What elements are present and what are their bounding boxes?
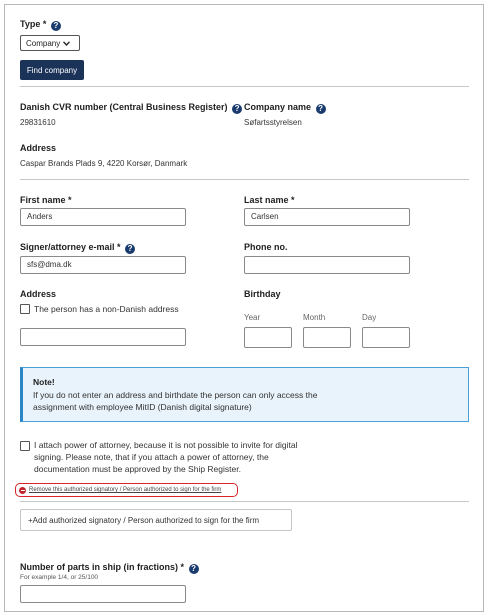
power-of-attorney-checkbox[interactable] (20, 441, 30, 451)
email-label-text: Signer/attorney e-mail (20, 242, 115, 252)
parts-label (20, 562, 199, 574)
chevron-down-icon (63, 41, 70, 46)
power-of-attorney-line-1: I attach power of attorney, because it is not possible to invite for digital (34, 440, 298, 450)
help-icon[interactable]: ? (189, 564, 199, 574)
find-company-button[interactable] (20, 60, 84, 80)
first-name-input[interactable]: Anders (20, 208, 186, 226)
email-input[interactable]: sfs@dma.dk (20, 256, 186, 274)
company-address-value: Caspar Brands Plads 9, 4220 Korsør, Danmark (20, 159, 188, 168)
note-line-1: If you do not enter an address and birthdate the person can only access the (33, 390, 318, 400)
power-of-attorney-line-3: documentation must be approved by the Ship Register. (34, 464, 241, 474)
last-name-label-text: Last name (244, 195, 289, 205)
company-address-label: Address (20, 143, 57, 153)
last-name-label (244, 195, 295, 205)
birthday-label: Birthday (244, 289, 281, 299)
year-label: Year (244, 313, 261, 322)
required-mark: * (180, 562, 185, 572)
divider (20, 501, 469, 502)
help-icon[interactable]: ? (232, 104, 242, 114)
last-name-input[interactable]: Carlsen (244, 208, 410, 226)
add-signatory-label: +Add authorized signatory / Person authorized to sign for the firm (28, 515, 260, 525)
help-icon[interactable]: ? (125, 244, 135, 254)
help-icon[interactable]: ? (51, 21, 61, 31)
required-mark: * (42, 19, 47, 29)
person-address-label: Address (20, 289, 57, 299)
note-title: Note! (33, 377, 55, 387)
non-danish-address-checkbox[interactable] (20, 304, 30, 314)
company-name-value: Søfartsstyrelsen (244, 118, 302, 127)
required-mark: * (117, 242, 121, 252)
type-label-text: Type (20, 19, 41, 29)
phone-input[interactable] (244, 256, 410, 274)
type-select[interactable] (20, 35, 80, 51)
note-line-2: assignment with employee MitID (Danish digital signature) (33, 402, 252, 412)
type-select-value: Company (26, 38, 61, 48)
required-mark: * (291, 195, 295, 205)
note-box (20, 367, 469, 422)
help-icon[interactable]: ? (316, 104, 326, 114)
non-danish-address-label: The person has a non-Danish address (34, 304, 179, 314)
first-name-label (20, 195, 72, 205)
month-label: Month (303, 313, 326, 322)
birthday-day-input[interactable] (362, 327, 410, 348)
divider (20, 86, 469, 87)
form-page (4, 4, 484, 612)
divider (20, 179, 469, 180)
first-name-label-text: First name (20, 195, 66, 205)
parts-label-text: Number of parts in ship (in fractions) (20, 562, 179, 572)
minus-circle-icon (19, 487, 26, 494)
add-signatory-button[interactable] (20, 509, 292, 531)
email-label (20, 242, 135, 254)
parts-hint: For example 1/4, or 25/100 (20, 574, 99, 581)
required-mark: * (68, 195, 72, 205)
find-company-label: Find company (26, 65, 78, 75)
cvr-value: 29831610 (20, 118, 56, 127)
phone-label: Phone no. (244, 242, 288, 252)
person-address-input[interactable] (20, 328, 186, 346)
parts-input[interactable] (20, 585, 186, 603)
remove-signatory-label: Remove this authorized signatory / Person authorized to sign for the firm (29, 487, 222, 493)
remove-signatory-link[interactable] (15, 483, 238, 497)
cvr-label (20, 102, 242, 114)
birthday-month-input[interactable] (303, 327, 351, 348)
day-label: Day (362, 313, 377, 322)
birthday-year-input[interactable] (244, 327, 292, 348)
power-of-attorney-line-2: signing. Please note, that if you attach a power of attorney, the (34, 452, 269, 462)
type-label (20, 19, 61, 31)
cvr-label-text: Danish CVR number (Central Business Register) (20, 102, 228, 112)
company-name-label-text: Company name (244, 102, 312, 112)
company-name-label (244, 102, 326, 114)
